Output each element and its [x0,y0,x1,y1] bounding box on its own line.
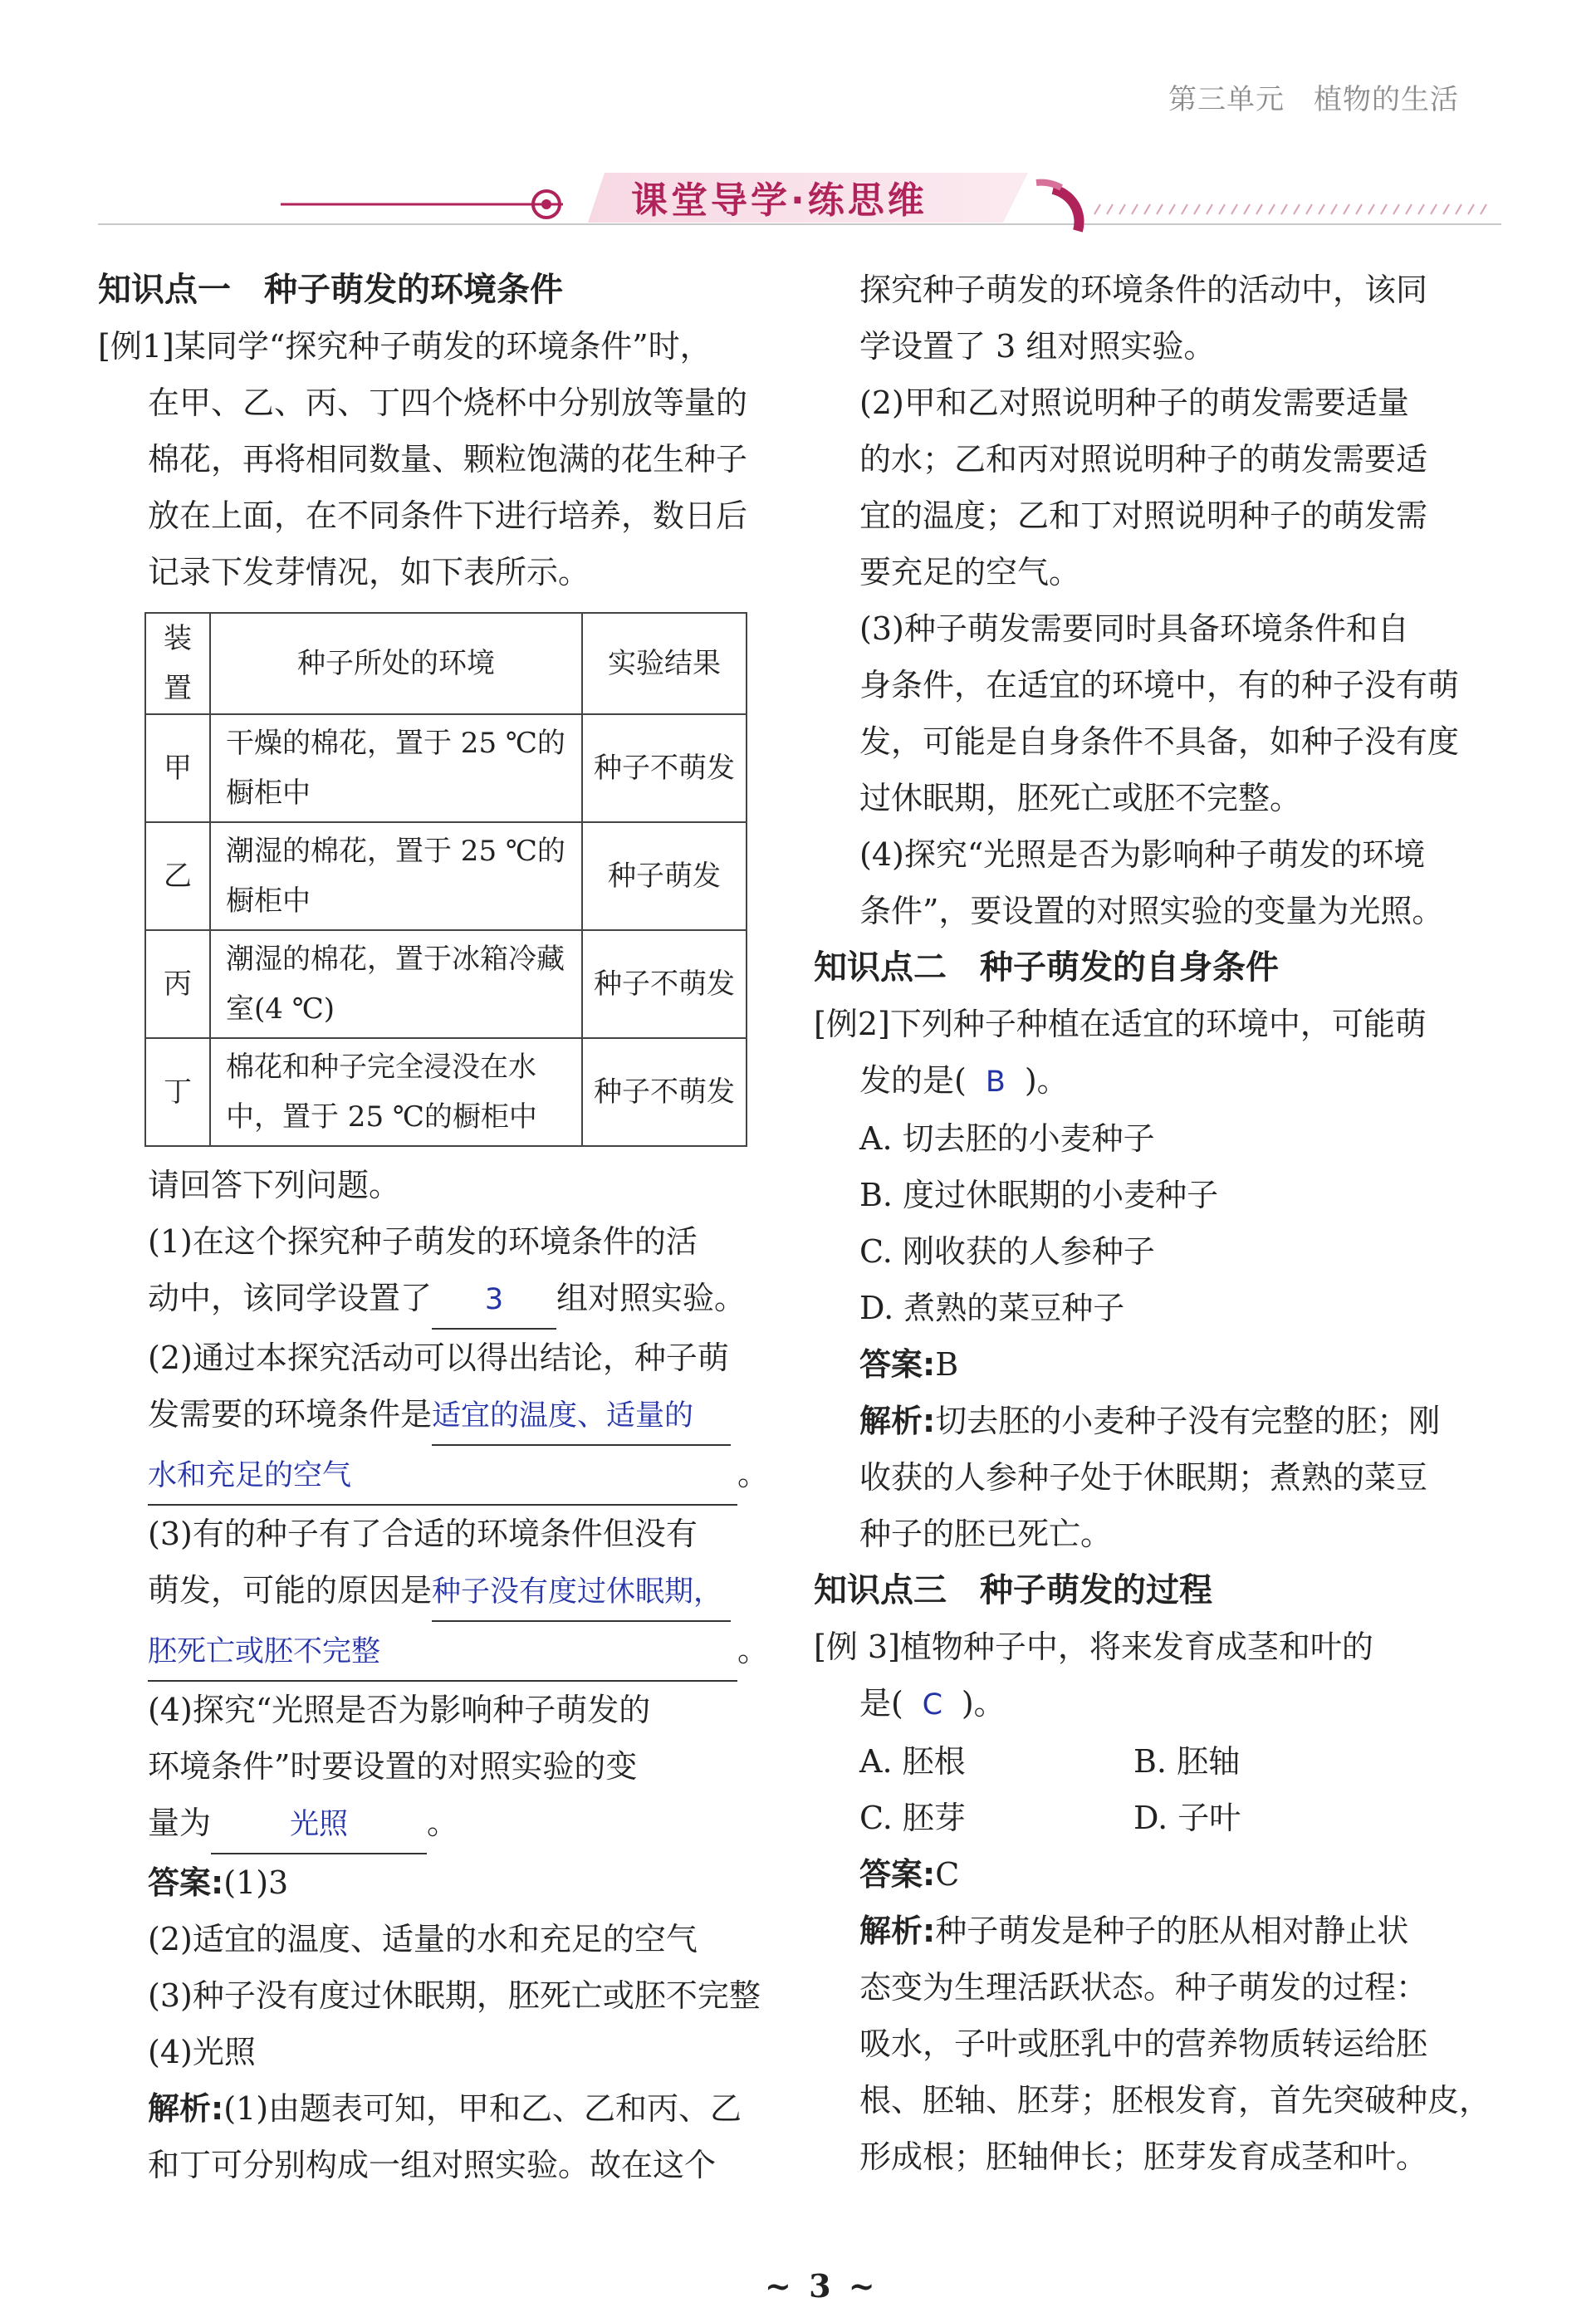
question-4-line: (4)探究“光照是否为影响种子萌发的 [148,1692,651,1728]
environment-cell: 棉花和种子完全浸没在水中，置于 25 ℃的橱柜中 [210,1038,582,1146]
example-3-line [814,1675,1478,1733]
handwritten-answer: C [922,1688,943,1722]
environment-cell: 潮湿的棉花，置于 25 ℃的橱柜中 [210,822,582,930]
handwritten-answer: 水和充足的空气 [148,1459,352,1492]
analysis-paragraph-3: 身条件，在适宜的环境中，有的种子没有萌 [859,667,1460,703]
analysis-continued: 探究种子萌发的环境条件的活动中，该同 [859,272,1428,308]
example-1-line: 记录下发芽情况，如下表所示。 [148,554,590,590]
example-3-analysis: 形成根；胚轴伸长；胚芽发育成茎和叶。 [859,2138,1428,2175]
example-3-analysis [814,1903,1478,1959]
answer-label: 答案: [859,1346,936,1383]
table-header: 种子所处的环境 [210,613,582,714]
device-cell: 丁 [145,1038,210,1146]
question-3-blank[interactable] [432,1562,731,1622]
example-2-blank[interactable] [967,1052,1025,1110]
answer-text: C [935,1856,960,1893]
answer-line [98,1854,754,1911]
option-item: B. 胚轴 [1133,1743,1241,1780]
answer-line: (2)适宜的温度、适量的水和充足的空气 [148,1921,698,1957]
device-cell: 甲 [145,714,210,822]
question-1-line: (1)在这个探究种子萌发的环境条件的活 [148,1223,698,1260]
option-item: B. 度过休眠期的小麦种子 [859,1177,1219,1213]
answer-text: B [935,1346,959,1383]
option-row [814,1790,1478,1846]
example-2-answer [814,1336,1478,1393]
question-4-line: 环境条件”时要设置的对照实验的变 [148,1748,638,1785]
analysis-paragraph-3: 过休眠期，胚死亡或胚不完整。 [859,780,1302,816]
option-item: A. 切去胚的小麦种子 [859,1120,1155,1157]
example-3-answer [814,1846,1478,1903]
option-item: C. 刚收获的人参种子 [859,1233,1155,1270]
result-cell: 种子萌发 [582,822,747,930]
option-item: C. 胚芽 [859,1800,966,1836]
knowledge-point-2-title: 知识点二 种子萌发的自身条件 [814,948,1279,987]
example-3-suffix: )。 [961,1685,1006,1722]
question-3-blank-2[interactable] [148,1622,737,1682]
device-cell: 乙 [145,822,210,930]
example-1-line: 棉花，再将相同数量、颗粒饱满的花生种子 [148,441,748,478]
question-1-blank[interactable] [432,1270,556,1330]
experiment-table [144,612,747,1147]
table-row [145,930,747,1038]
example-3-analysis: 态变为生理活跃状态。种子萌发的过程： [859,1969,1428,2006]
analysis-paragraph-4: 条件”，要设置的对照实验的变量为光照。 [859,893,1444,929]
knowledge-point-3-title: 知识点三 种子萌发的过程 [814,1571,1212,1609]
analysis-line: 和丁可分别构成一组对照实验。故在这个 [148,2147,717,2183]
question-2-blank-2[interactable] [148,1446,737,1506]
answer-line: (3)种子没有度过休眠期，胚死亡或胚不完整 [148,1977,761,2014]
table-row [145,714,747,822]
table-row [145,822,747,930]
example-3-blank[interactable] [903,1675,962,1733]
question-4-blank[interactable] [211,1795,427,1854]
question-4-prefix: 量为 [148,1805,212,1841]
example-2-suffix: )。 [1024,1062,1069,1099]
option-item: D. 煮熟的菜豆种子 [859,1290,1125,1326]
question-2-line: (2)通过本探究活动可以得出结论，种子萌 [148,1340,729,1376]
option-row [814,1733,1478,1790]
question-1-suffix: 组对照实验。 [556,1280,747,1316]
question-2-line [98,1386,754,1446]
example-2-analysis: 收获的人参种子处于休眠期；煮熟的菜豆 [859,1459,1428,1496]
analysis-paragraph-3: (3)种子萌发需要同时具备环境条件和自 [859,610,1409,647]
analysis-label: 解析: [859,1403,936,1439]
analysis-text: 切去胚的小麦种子没有完整的胚；刚 [935,1403,1441,1439]
question-3-end: 。 [737,1632,770,1668]
example-3-line: [例 3]植物种子中，将来发育成茎和叶的 [814,1629,1373,1665]
example-1-line: 放在上面，在不同条件下进行培养，数日后 [148,497,748,534]
example-3-prefix: 是( [859,1685,903,1722]
question-4-end: 。 [427,1805,459,1841]
answer-line: (4)光照 [148,2034,256,2070]
question-intro: 请回答下列问题。 [148,1167,401,1203]
question-2-prefix: 发需要的环境条件是 [148,1396,433,1433]
analysis-paragraph-2: 要充足的空气。 [859,554,1081,590]
analysis-paragraph-4: (4)探究“光照是否为影响种子萌发的环境 [859,836,1426,873]
environment-cell: 干燥的棉花，置于 25 ℃的橱柜中 [210,714,582,822]
analysis-paragraph-2: 的水；乙和丙对照说明种子的萌发需要适 [859,441,1428,478]
example-2-analysis: 种子的胚已死亡。 [859,1516,1113,1552]
page-number: ~ 3 ~ [765,2267,879,2305]
handwritten-answer: 光照 [290,1808,349,1841]
result-cell: 种子不萌发 [582,1038,747,1146]
question-3-line: (3)有的种子有了合适的环境条件但没有 [148,1516,698,1552]
analysis-text: 种子萌发是种子的胚从相对静止状 [935,1913,1409,1949]
result-cell: 种子不萌发 [582,930,747,1038]
example-3-analysis: 吸水，子叶或胚乳中的营养物质转运给胚 [859,2026,1428,2062]
answer-label: 答案: [859,1856,936,1893]
analysis-text: (1)由题表可知，甲和乙、乙和丙、乙 [223,2090,742,2127]
option-item: A. 胚根 [859,1743,966,1780]
question-3-line [98,1622,770,1682]
left-column [98,262,770,2193]
banner-title: 课堂导学·练思维 [631,179,928,222]
handwritten-answer: 胚死亡或胚不完整 [148,1635,381,1668]
question-3-prefix: 萌发，可能的原因是 [148,1572,433,1609]
analysis-continued: 学设置了 3 组对照实验。 [859,328,1216,365]
analysis-paragraph-2: (2)甲和乙对照说明种子的萌发需要适量 [859,385,1409,421]
handwritten-answer: 适宜的温度、适量的 [432,1399,694,1433]
analysis-paragraph-3: 发，可能是自身条件不具备，如种子没有度 [859,723,1460,760]
example-2-analysis [814,1393,1478,1449]
answer-label: 答案: [148,1864,224,1901]
analysis-label: 解析: [148,2090,224,2127]
handwritten-answer: B [985,1065,1006,1099]
environment-cell: 潮湿的棉花，置于冰箱冷藏室(4 ℃) [210,930,582,1038]
example-2-line [814,1052,1478,1110]
table-row [145,1038,747,1146]
question-1-prefix: 动中，该同学设置了 [148,1280,433,1316]
result-cell: 种子不萌发 [582,714,747,822]
right-column [814,262,1491,2185]
handwritten-answer: 3 [484,1283,504,1316]
question-2-end: 。 [737,1456,770,1492]
answer-text: (1)3 [223,1864,289,1901]
question-2-line [98,1446,770,1506]
example-1-line: [例1]某同学“探究种子萌发的环境条件”时， [98,328,712,365]
handwritten-answer: 种子没有度过休眠期， [432,1575,723,1609]
question-4-line [98,1795,754,1854]
question-1-line [98,1270,754,1330]
analysis-label: 解析: [859,1913,936,1949]
knowledge-point-1-title: 知识点一 种子萌发的环境条件 [98,271,563,309]
example-2-prefix: 发的是( [859,1062,967,1099]
question-3-line [98,1562,754,1622]
analysis-paragraph-2: 宜的温度；乙和丁对照说明种子的萌发需 [859,497,1428,534]
analysis-line [98,2080,754,2137]
unit-header: 第三单元 植物的生活 [1168,83,1459,116]
option-item: D. 子叶 [1133,1800,1241,1836]
example-1-line: 在甲、乙、丙、丁四个烧杯中分别放等量的 [148,385,748,421]
device-cell: 丙 [145,930,210,1038]
question-2-blank[interactable] [432,1386,731,1446]
example-3-analysis: 根、胚轴、胚芽；胚根发育，首先突破种皮， [859,2082,1491,2119]
example-2-line: [例2]下列种子种植在适宜的环境中，可能萌 [814,1006,1427,1042]
table-header: 装置 [145,613,210,714]
table-header: 实验结果 [582,613,747,714]
